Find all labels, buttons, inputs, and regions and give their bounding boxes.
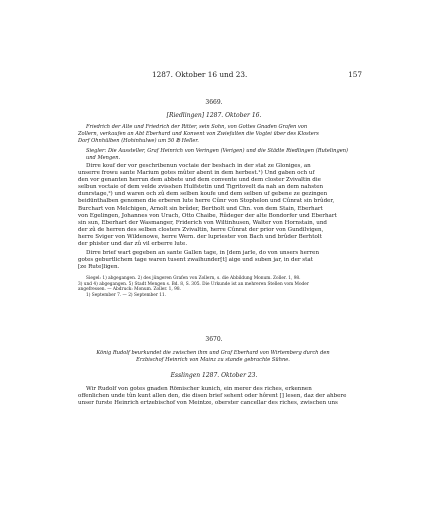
document-place-date: [Riedlingen] 1287. Oktober 16. [166, 112, 262, 119]
regest-line: Friedrich der Alte und Friedrich der Ritter, sein Sohn, von Gottes Gnaden Grafen von [86, 124, 308, 130]
body-line: offenlichen unde tûn kunt allen den, die disen brief sehent oder hôrent [] lesen, daz der ahbere [78, 393, 347, 400]
closing-line: [ze Rute]ligen. [78, 264, 120, 271]
body-line: herre Sviger von Wildenowe, herre Wern. der lupriester von Bach und brûder Berhtolt [78, 233, 322, 240]
body-line: Dirre kouf der vor geschribenun voctaie der beshach in der stat ze Gloniges, an [86, 163, 311, 169]
closing-line: gotes geburtlichem tage waren tusent zwaihunder[t] aige und suben jar, in der stat [78, 257, 313, 264]
document-body [78, 386, 348, 407]
note-line: Siegel: 1) abgegangen. 2) des jüngeren Grafen von Zollern, s. die Abbildung Monum. Zoller. 1, 98. [86, 276, 301, 281]
regest-line: Erzbischof Heinrich von Mainz zu stande gebrachte Sühne. [136, 357, 290, 363]
body-line: Wir Rudolf von gotes gnaden Römischer kunich, ein merer des riches, erkennen [86, 386, 312, 392]
body-line: Burchart von Melchigen, Arnolt sin brûder, Bertholt und Chn. von dem Stain, Eberhart [78, 205, 323, 212]
sealers-note [86, 148, 348, 162]
regest-line: Dorf Ohnhülben (Hohinhulwe) um 50 ℔ Heller. [78, 138, 199, 144]
running-head: 1287. Oktober 16 und 23. [152, 70, 248, 79]
document-regest [78, 124, 348, 145]
regest-line: Zollern, verkaufen an Abt Eberhard und Konvent von Zwiefalten die Vogtei über des Klosters [78, 131, 319, 137]
body-line: sin sun, Eberhart der Wasmanger, Friderich von Wiltinhusen, Walter von Hornstain, und [78, 219, 327, 226]
document-body [78, 163, 348, 248]
body-line: der zû de herren des selben closters Zvivaltin, herre Cûnrat der prior von Gundilvigen, [78, 226, 324, 233]
regest-line: König Rudolf beurkundet die zwischen ihm und Graf Eberhard von Wirtemberg durch den [96, 350, 330, 356]
body-line: von Egelingen, Johannes von Urach, Otto Chaibe, Rûdeger der alte Bondorfer und Eberhart [78, 212, 337, 219]
body-line: unserre frowu sante Marium gotes mûter abent in dem herbest.¹) Und gaben och uf [78, 170, 315, 177]
document-number: 3669. [205, 99, 223, 106]
page-number: 157 [348, 70, 362, 79]
document-number: 3670. [205, 336, 223, 343]
footnote-line: 1) September 7. — 2) September 11. [86, 292, 167, 298]
body-line: den vor genanten herrun dem abbete und dem convente und dem closter Zvivaltin die [78, 177, 321, 184]
note-line: 3) und 4) abgegangen. 5) Stadt Mengen s. Bd. 8, S. 305. Die Urkunde ist an mehreren Stellen vom Moder [78, 281, 309, 287]
body-line: selbun voctaie of dem velde zvisshen Hulfstetin und Tigritovelt da nah an dem nahsten [78, 184, 324, 191]
document-notes [78, 276, 348, 298]
body-line: der phister und dar zû vil erberre lute. [78, 241, 188, 248]
closing-line: Dirre brief wart gegeben an sante Gallen tage, in [dem jarle, do von unsers herren [86, 250, 320, 256]
sealers-text: Siegler: Die Aussteller, Graf Heinrich von Veringen (Verigen) und die Städte Riedlingen (Rutelingen) und Mengen. [86, 148, 348, 161]
body-line: beidünthalben genomen die erberen lute herre Cûnr von Stophelon und Cûnrat sin brûder, [78, 198, 335, 205]
document-place-date: Esslingen 1287. Oktober 23. [170, 372, 258, 379]
document-regest [78, 350, 348, 364]
body-line: unser furste Heinrich ertzebischof von Meintze, oberster cancellar des riches, zwischen uns [78, 400, 338, 407]
document-closing [78, 250, 348, 271]
body-line: dunrstage,²) und waren och zû dem selben koufe und dem selben uf gebene ze gezingen [78, 191, 328, 198]
note-line: angefressen. — Abdruck: Monum. Zoller. 1, 98. [78, 287, 181, 293]
